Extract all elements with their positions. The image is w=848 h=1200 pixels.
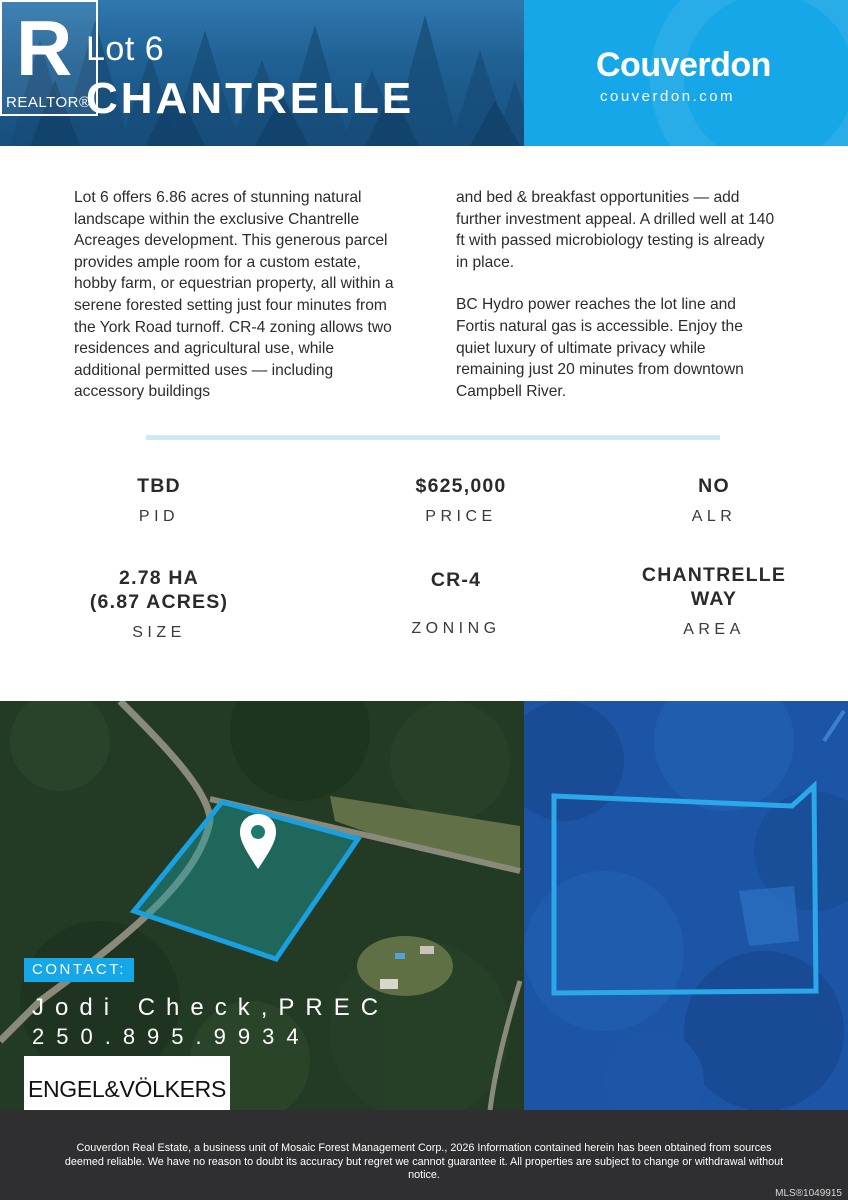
brand-logo-text: Couverdon xyxy=(596,46,771,84)
description-paragraph: BC Hydro power reaches the lot line and Fortis natural gas is accessible. Enjoy the quiet luxury of ultimate privacy while remaining just 20 minutes from downtown Campbell River. xyxy=(456,296,744,400)
section-divider xyxy=(146,435,720,440)
fact-value-line: 2.78 HA xyxy=(119,567,199,589)
fact-zoning xyxy=(356,568,556,638)
fact-value: CR-4 xyxy=(430,569,482,591)
fact-area xyxy=(614,563,814,639)
contact-name: Jodi Check,PREC xyxy=(32,994,390,1021)
description-left-column xyxy=(74,187,396,403)
fact-pid xyxy=(59,474,259,526)
fact-label: SIZE xyxy=(132,624,186,641)
brand-url[interactable]: couverdon.com xyxy=(600,88,736,105)
realtor-logo-letter: R xyxy=(16,4,73,92)
fact-label: AREA xyxy=(683,621,745,638)
fact-value: $625,000 xyxy=(415,475,507,497)
engel-volkers-logo xyxy=(24,1056,230,1110)
contact-phone[interactable]: 250.895.9934 xyxy=(32,1024,311,1049)
fact-label: PID xyxy=(138,508,180,525)
fact-label: ALR xyxy=(691,508,737,525)
engel-volkers-logo-text: ENGEL&VÖLKERS xyxy=(27,1076,227,1102)
aerial-closeup-drawing xyxy=(524,701,848,1110)
disclaimer-text: Couverdon Real Estate, a business unit of Mosaic Forest Management Corp., 2026 Information contained herein has been obtained from sources deemed reliable. We have no reason to doubt its accuracy but regret we cannot guarantee it. All properties are subject to change or withdrawal without notice. xyxy=(64,1142,784,1181)
brand-panel xyxy=(524,0,848,146)
aerial-photo-lot xyxy=(0,701,524,1110)
description-right-column xyxy=(456,187,776,402)
mls-number: MLS®1049915 xyxy=(775,1188,842,1199)
property-name-title: CHANTRELLE xyxy=(86,74,415,123)
fact-label: ZONING xyxy=(411,620,501,637)
fact-value: NO xyxy=(698,475,730,497)
fact-label: PRICE xyxy=(425,508,497,525)
description-paragraph: Lot 6 offers 6.86 acres of stunning natural landscape within the exclusive Chantrelle Acreages development. This generous parcel provides ample room for a custom estate, hobby farm, or equestrian property, all within a serene forested setting just four minutes from the York Road turnoff. CR-4 zoning allows two residences and agricultural use, while additional permitted uses — including accessory buildings xyxy=(74,189,394,401)
lot-title: Lot 6 xyxy=(86,30,165,68)
realtor-logo xyxy=(0,0,98,116)
hero-banner xyxy=(0,0,524,146)
realtor-logo-word: REALTOR® xyxy=(6,94,91,111)
aerial-photo-closeup xyxy=(524,701,848,1110)
fact-size xyxy=(59,566,259,642)
fact-value: TBD xyxy=(137,475,181,497)
footer xyxy=(0,1110,848,1200)
fact-value-line: (6.87 ACRES) xyxy=(89,591,229,613)
fact-alr xyxy=(614,474,814,526)
fact-value-line: CHANTRELLE xyxy=(641,564,787,586)
fact-value-line: WAY xyxy=(690,588,738,610)
description-paragraph: and bed & breakfast opportunities — add further investment appeal. A drilled well at 140 ft with passed microbiology testing is already in place. xyxy=(456,189,775,271)
fact-price xyxy=(361,474,561,526)
header xyxy=(0,0,848,146)
contact-tag: CONTACT: xyxy=(24,958,134,982)
